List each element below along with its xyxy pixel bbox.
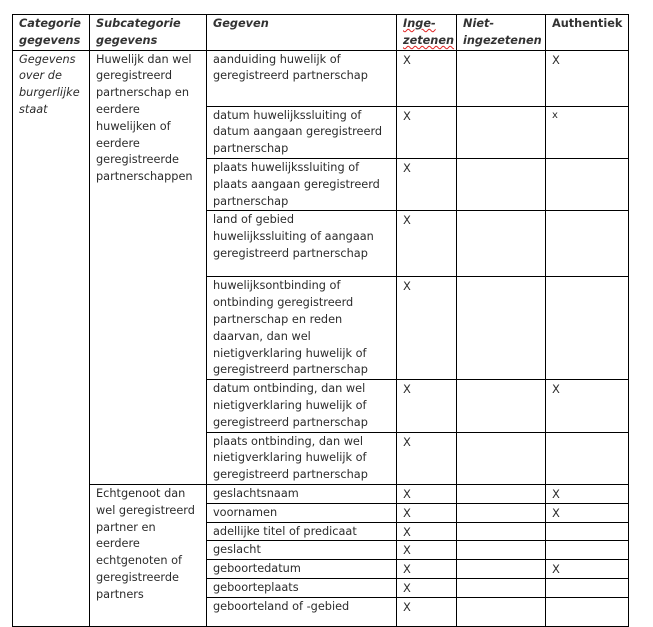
header-residents xyxy=(397,15,457,51)
residents-cell: X xyxy=(397,211,457,277)
field-cell: adellijke titel of predicaat xyxy=(207,522,397,541)
non-residents-cell xyxy=(457,380,546,432)
residents-cell: X xyxy=(397,158,457,210)
field-cell: plaats huwelijkssluiting of plaats aangaan geregistreerd partnerschap xyxy=(207,158,397,210)
authentic-cell xyxy=(546,432,629,484)
residents-cell: X xyxy=(397,380,457,432)
field-cell: datum ontbinding, dan wel nietigverklaring huwelijk of geregistreerd partnerschap xyxy=(207,380,397,432)
civil-status-data-table xyxy=(12,14,629,627)
field-cell: geboorteland of -gebied xyxy=(207,597,397,626)
field-cell: plaats ontbinding, dan wel nietigverklaring huwelijk of geregistreerd partnerschap xyxy=(207,432,397,484)
authentic-cell xyxy=(546,578,629,597)
authentic-cell xyxy=(546,541,629,560)
subcategory-cell: Echtgenoot dan wel geregistreerd partner en eerdere echtgenoten of geregistreerde partners xyxy=(90,484,207,626)
header-authentic: Authentiek xyxy=(546,15,629,51)
residents-cell: X xyxy=(397,560,457,579)
table-row xyxy=(13,50,629,106)
non-residents-cell xyxy=(457,560,546,579)
non-residents-cell xyxy=(457,432,546,484)
header-residents-label: Inge-zetenen xyxy=(403,17,455,47)
residents-cell: X xyxy=(397,578,457,597)
authentic-cell: X xyxy=(546,484,629,503)
residents-cell: X xyxy=(397,503,457,522)
non-residents-cell xyxy=(457,277,546,380)
table-row xyxy=(13,484,629,503)
authentic-cell xyxy=(546,158,629,210)
authentic-cell: X xyxy=(546,503,629,522)
field-cell: geslachtsnaam xyxy=(207,484,397,503)
field-cell: land of gebied huwelijkssluiting of aangaan geregistreerd partnerschap xyxy=(207,211,397,277)
field-cell: huwelijksontbinding of ontbinding geregistreerd partnerschap en reden daarvan, dan wel nietigverklaring huwelijk of geregistreerd partnerschap xyxy=(207,277,397,380)
field-cell: geboorteplaats xyxy=(207,578,397,597)
header-category: Categorie gegevens xyxy=(13,15,90,51)
category-cell: Gegevens over de burgerlijke staat xyxy=(13,50,90,626)
authentic-cell xyxy=(546,597,629,626)
non-residents-cell xyxy=(457,522,546,541)
non-residents-cell xyxy=(457,106,546,158)
non-residents-cell xyxy=(457,50,546,106)
residents-cell: X xyxy=(397,50,457,106)
authentic-cell xyxy=(546,211,629,277)
header-subcategory: Subcategorie gegevens xyxy=(90,15,207,51)
residents-cell: X xyxy=(397,541,457,560)
subcategory-cell: Huwelijk dan wel geregistreerd partnerschap en eerdere huwelijken of eerdere geregistreerde partnerschappen xyxy=(90,50,207,484)
field-cell: geboortedatum xyxy=(207,560,397,579)
authentic-cell: x xyxy=(546,106,629,158)
authentic-cell xyxy=(546,277,629,380)
non-residents-cell xyxy=(457,597,546,626)
non-residents-cell xyxy=(457,484,546,503)
residents-cell: X xyxy=(397,522,457,541)
field-cell: datum huwelijkssluiting of datum aangaan geregistreerd partnerschap xyxy=(207,106,397,158)
residents-cell: X xyxy=(397,106,457,158)
field-cell: aanduiding huwelijk of geregistreerd partnerschap xyxy=(207,50,397,106)
header-row xyxy=(13,15,629,51)
authentic-cell: X xyxy=(546,560,629,579)
non-residents-cell xyxy=(457,541,546,560)
non-residents-cell xyxy=(457,503,546,522)
residents-cell: X xyxy=(397,484,457,503)
residents-cell: X xyxy=(397,277,457,380)
field-cell: geslacht xyxy=(207,541,397,560)
residents-cell: X xyxy=(397,432,457,484)
authentic-cell xyxy=(546,522,629,541)
header-non-residents: Niet-ingezetenen xyxy=(457,15,546,51)
non-residents-cell xyxy=(457,211,546,277)
field-cell: voornamen xyxy=(207,503,397,522)
header-field: Gegeven xyxy=(207,15,397,51)
authentic-cell: X xyxy=(546,380,629,432)
authentic-cell: X xyxy=(546,50,629,106)
residents-cell: X xyxy=(397,597,457,626)
non-residents-cell xyxy=(457,158,546,210)
non-residents-cell xyxy=(457,578,546,597)
